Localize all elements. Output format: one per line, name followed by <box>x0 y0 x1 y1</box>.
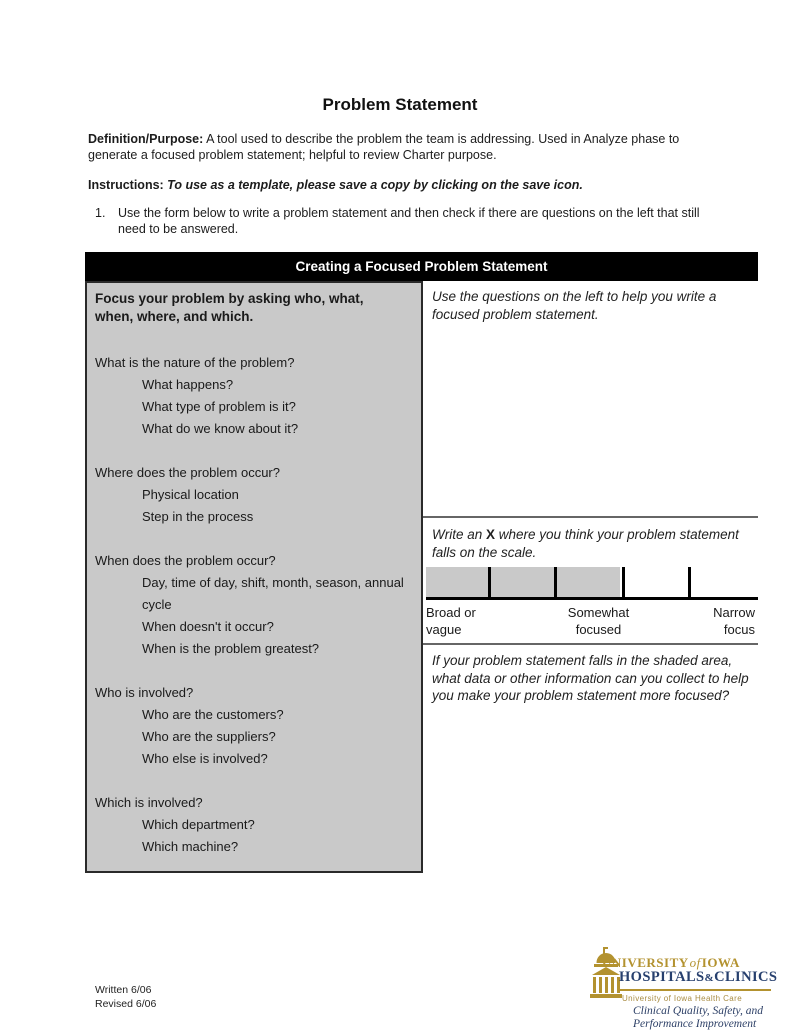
sub-question: Step in the process <box>142 509 254 524</box>
focus-scale-section <box>423 518 758 645</box>
question: When does the problem occur? <box>95 553 276 568</box>
scale-tick <box>554 567 557 600</box>
logo-word-of: of <box>689 955 701 970</box>
scale-tick <box>488 567 491 600</box>
scale-tick <box>688 567 691 600</box>
scale-tick <box>622 567 625 600</box>
question-panel-intro: Focus your problem by asking who, what, when, where, and which. <box>95 291 364 324</box>
logo-ampersand: & <box>704 972 715 984</box>
focus-scale[interactable] <box>426 567 758 600</box>
instructions-text: To use as a template, please save a copy by clicking on the save icon. <box>167 178 583 192</box>
scale-prompt <box>423 526 758 561</box>
question-panel <box>85 281 423 873</box>
step-1 <box>95 206 720 237</box>
sub-question: What happens? <box>142 377 234 392</box>
scale-label-broad: Broad or vague <box>426 605 476 637</box>
worksheet-header: Creating a Focused Problem Statement <box>85 252 758 281</box>
sub-question: Who are the customers? <box>142 707 284 722</box>
question-group-what <box>95 352 413 440</box>
logo-word-university: UNIVERSITY <box>602 955 689 970</box>
step-1-number: 1. <box>95 206 106 220</box>
question: Who is involved? <box>95 685 194 700</box>
worksheet-table <box>85 252 758 873</box>
step-1-text: Use the form below to write a problem statement and then check if there are questions on the left that still need to be answered. <box>118 206 700 236</box>
scale-prompt-post: where you think your problem statement falls on the scale. <box>432 527 739 560</box>
logo-dept-line-2: Performance Improvement <box>633 1018 757 1030</box>
scale-labels <box>426 604 755 638</box>
page-title: Problem Statement <box>322 95 478 114</box>
logo-word-hospitals: HOSPITALS <box>619 969 705 985</box>
question-group-when <box>95 550 413 660</box>
worksheet-body <box>85 281 758 873</box>
instructions-paragraph <box>88 178 716 194</box>
scale-label-somewhat: Somewhat focused <box>567 605 630 637</box>
question-group-which <box>95 792 413 858</box>
shaded-question-text: If your problem statement falls in the shaded area, what data or other information can you collect to help you make your problem statement more focused? <box>432 653 749 703</box>
question-group-where <box>95 462 413 528</box>
sub-question: When is the problem greatest? <box>142 641 320 656</box>
shaded-question-area[interactable] <box>423 645 758 873</box>
logo-divider-rule <box>619 989 771 991</box>
question: What is the nature of the problem? <box>95 355 295 370</box>
sub-question: When doesn't it occur? <box>142 619 274 634</box>
scale-shaded-region <box>426 567 620 597</box>
sub-question: Which machine? <box>142 839 239 854</box>
scale-label-narrow: Narrow focus <box>713 605 755 637</box>
definition-text: A tool used to describe the problem the team is addressing. Used in Analyze phase to generate a focused problem statement; helpful to review Charter purpose. <box>88 132 680 162</box>
question-group-who <box>95 682 413 770</box>
scale-prompt-x: X <box>486 527 496 542</box>
sub-question: What type of problem is it? <box>142 399 296 414</box>
answer-column <box>423 281 758 873</box>
definition-paragraph <box>88 132 716 163</box>
problem-statement-area[interactable] <box>423 281 758 518</box>
sub-question: Day, time of day, shift, month, season, annual cycle <box>142 575 404 612</box>
sub-question: Who are the suppliers? <box>142 729 276 744</box>
logo-dept-line-1: Clinical Quality, Safety, and <box>633 1005 764 1017</box>
sub-question: Which department? <box>142 817 255 832</box>
definition-label: Definition/Purpose: <box>88 132 204 146</box>
revised-date: Revised 6/06 <box>95 998 157 1010</box>
sub-question: What do we know about it? <box>142 421 299 436</box>
revision-dates <box>95 983 156 1011</box>
sub-question: Physical location <box>142 487 239 502</box>
help-text: Use the questions on the left to help you write a focused problem statement. <box>432 289 717 322</box>
question: Where does the problem occur? <box>95 465 280 480</box>
logo-hospitals-clinics <box>619 969 777 986</box>
question: Which is involved? <box>95 795 203 810</box>
logo-word-clinics: CLINICS <box>714 969 778 985</box>
scale-prompt-pre: Write an <box>432 527 487 542</box>
instructions-label: Instructions: <box>88 178 168 192</box>
sub-question: Who else is involved? <box>142 751 268 766</box>
uihc-logo <box>588 940 798 1034</box>
logo-health-care-tagline: University of Iowa Health Care <box>622 994 743 1003</box>
written-date: Written 6/06 <box>95 984 152 996</box>
logo-word-iowa: IOWA <box>701 955 740 970</box>
